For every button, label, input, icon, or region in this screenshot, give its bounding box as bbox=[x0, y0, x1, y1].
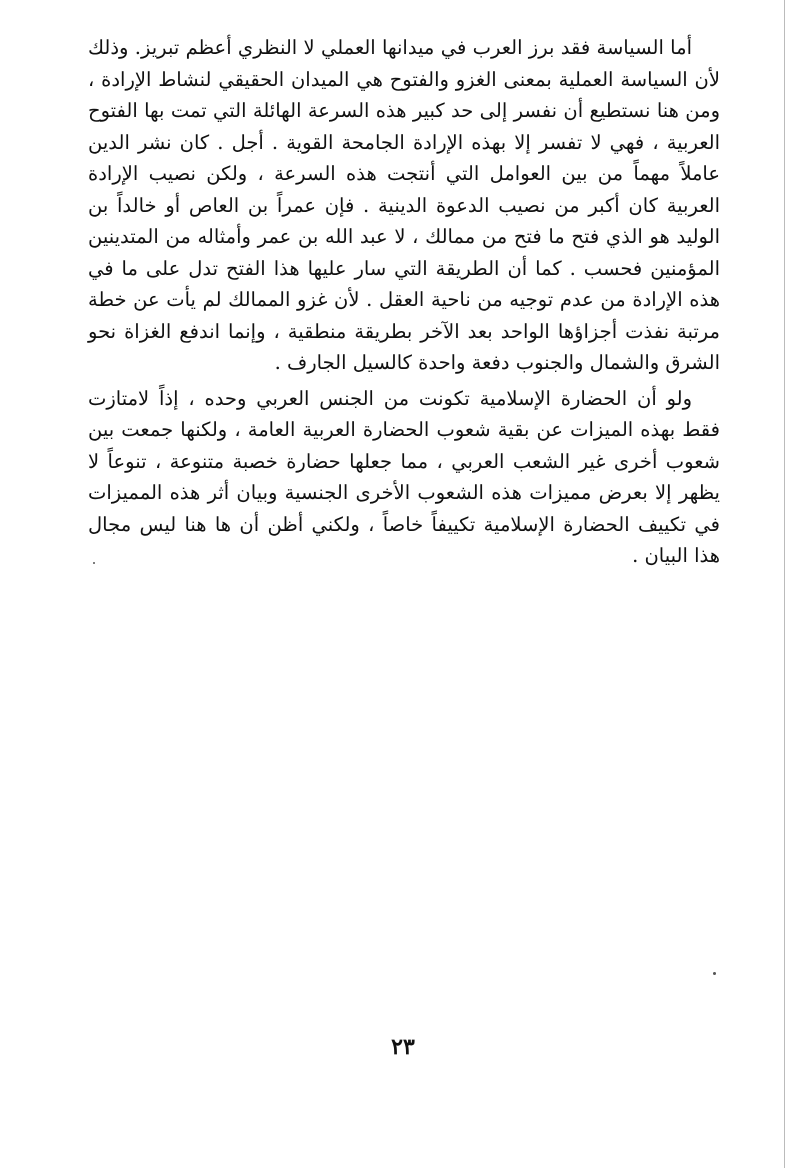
paragraph-1: أما السياسة فقد برز العرب في ميدانها العملي لا النظري أعظم تبريز. وذلك لأن السياسة العملية بمعنى الغزو والفتوح هي الميدان الحقيقي لنشاط الإرادة ، ومن هنا نستطيع أن نفسر إلى حد كبير هذه السرعة الهائلة التي تمت بها الفتوح العربية ، فهي لا تفسر إلا بهذه الإرادة الجامحة القوية . أجل . كان نشر الدين عاملاً مهماً من بين العوامل التي أنتجت هذه السرعة ، ولكن نصيب الإرادة العربية كان أكبر من نصيب الدعوة الدينية . فإن عمراً بن العاص أو خالداً بن الوليد هو الذي فتح ما فتح من ممالك ، لا عبد الله بن عمر وأمثاله من المتدينين المؤمنين فحسب . كما أن الطريقة التي سار عليها هذا الفتح تدل على ما في هذه الإرادة من عدم توجيه من ناحية العقل . لأن غزو الممالك لم يأت عن خطة مرتبة نفذت أجزاؤها الواحد بعد الآخر بطريقة منطقية ، وإنما اندفع الغزاة نحو الشرق والشمال والجنوب دفعة واحدة كالسيل الجارف . bbox=[88, 36, 720, 374]
page-number: ٢٣ bbox=[391, 1034, 415, 1060]
scan-speck bbox=[93, 562, 95, 564]
scan-speck bbox=[713, 972, 716, 975]
paragraph-2: ولو أن الحضارة الإسلامية تكونت من الجنس العربي وحده ، إذاً لامتازت فقط بهذه الميزات عن بقية شعوب الحضارة العربية العامة ، ولكنها جمعت بين شعوب أخرى غير الشعب العربي ، مما جعلها حضارة خصبة متنوعة ، تنوعاً لا يظهر إلا بعرض مميزات هذه الشعوب الأخرى الجنسية وبيان أثر هذه المميزات في تكييف الحضارة الإسلامية تكييفاً خاصاً ، ولكني أظن أن ها هنا ليس مجال هذا البيان . bbox=[88, 386, 720, 567]
scan-edge-line bbox=[784, 0, 785, 1168]
body-text bbox=[88, 32, 720, 572]
